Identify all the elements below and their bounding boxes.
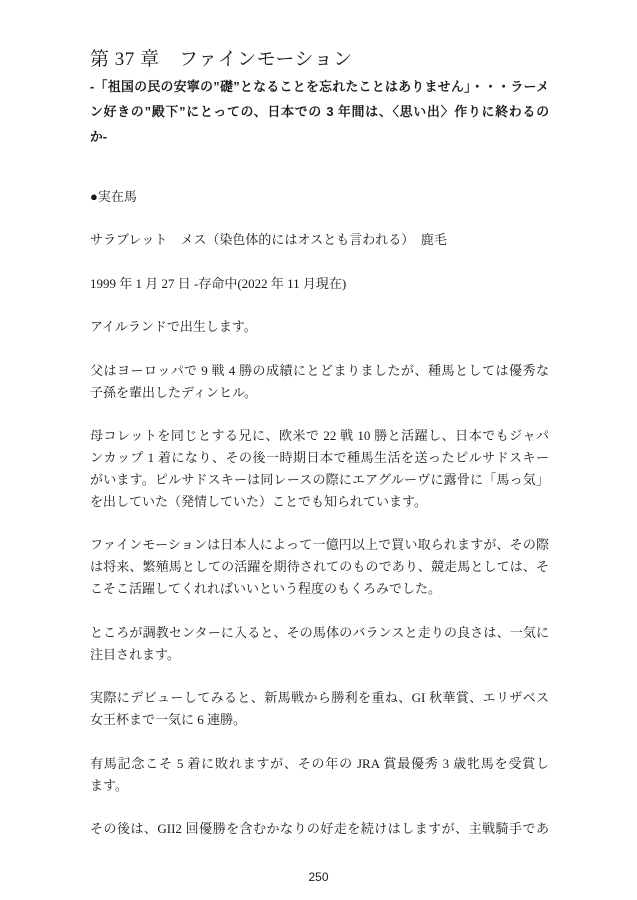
text-line: ところが調教センターに入ると、その馬体のバランスと走りの良さは、一気に — [90, 624, 549, 640]
text-line: 子孫を輩出したディンヒル。 — [90, 384, 257, 400]
text-line: サラブレット メス（染色体的にはオスとも言われる） 鹿毛 — [90, 232, 447, 248]
chapter-subtitle — [90, 74, 549, 149]
page-number: 250 — [308, 870, 329, 884]
paragraph-birthplace — [90, 316, 549, 338]
paragraph-purchase — [90, 534, 549, 600]
paragraph-sire — [90, 360, 549, 404]
section-heading-label: ●実在馬 — [90, 189, 137, 204]
paragraph-later-career — [90, 818, 549, 840]
text-line: ファインモーションは日本人によって一億円以上で買い取られますが、その際 — [90, 537, 549, 553]
subtitle-line: か- — [90, 129, 108, 144]
text-line: ンカップ 1 着になり、その後一時期日本で種馬生活を送ったピルサドスキー — [90, 449, 549, 465]
text-line: 1999 年 1 月 27 日 -存命中(2022 年 11 月現在) — [90, 275, 347, 291]
text-line: がいます。ピルサドスキーは同レースの際にエアグルーヴに露骨に「馬っ気」 — [90, 471, 549, 487]
text-line: 有馬記念こそ 5 着に敗れますが、その年の JRA 賞最優秀 3 歳牝馬を受賞し — [90, 755, 549, 771]
text-line: 女王杯まで一気に 6 連勝。 — [90, 712, 247, 728]
subtitle-line: ン好きの”殿下”にとっての、日本での 3 年間は、〈思い出〉作りに終わるの — [90, 104, 549, 119]
paragraph-sibling — [90, 425, 549, 513]
chapter-title: 第 37 章 ファインモーション — [90, 49, 353, 70]
text-line: その後は、GII2 回優勝を含むかなりの好走を続けはしますが、主戦騎手であ — [90, 820, 549, 836]
paragraph-training — [90, 622, 549, 666]
paragraph-debut — [90, 687, 549, 731]
text-line: を出していた（発情していた）ことでも知られています。 — [90, 493, 427, 509]
section-heading — [90, 186, 549, 208]
text-line: 父はヨーロッパで 9 戦 4 勝の成績にとどまりましたが、種馬としては優秀な — [90, 362, 549, 378]
paragraph-dates — [90, 273, 549, 295]
body-text — [90, 186, 549, 861]
text-line: 母コレットを同じとする兄に、欧米で 22 戦 10 勝と活躍し、日本でもジャパ — [90, 427, 549, 443]
text-line: は将来、繁殖馬としての活躍を期待されてのものであり、競走馬としては、そ — [90, 559, 549, 575]
text-line: 注目されます。 — [90, 646, 180, 662]
paragraph-arima — [90, 753, 549, 797]
text-line: ます。 — [90, 777, 128, 793]
subtitle-line: -「祖国の民の安寧の”礎”となることを忘れたことはありません」・・・ラーメ — [90, 79, 549, 94]
paragraph-breed — [90, 229, 549, 251]
text-line: こそこ活躍してくれればいいという程度のもくろみでした。 — [90, 581, 442, 597]
text-line: 実際にデビューしてみると、新馬戦から勝利を重ね、GI 秋華賞、エリザベス — [90, 690, 549, 706]
text-line: アイルランドで出生します。 — [90, 319, 257, 335]
